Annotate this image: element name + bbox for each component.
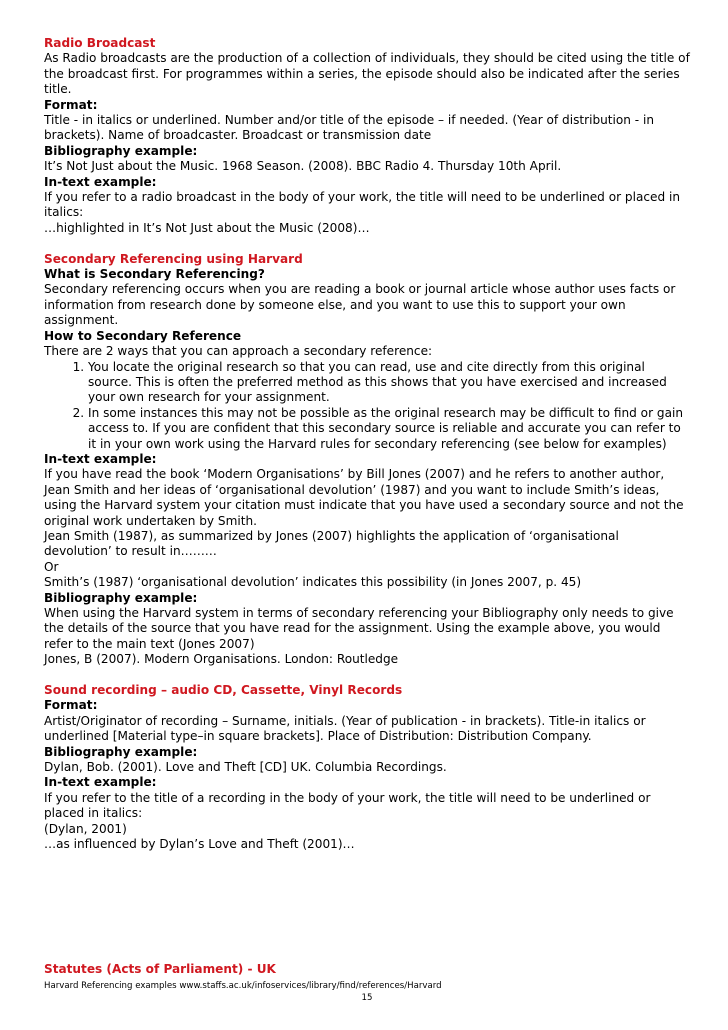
subheading: Format: <box>44 97 98 112</box>
secondary-referencing-section <box>44 252 690 668</box>
example-text: Smith’s (1987) ‘organisational devolution’ indicates this possibility (in Jones 2007, p. 45) <box>44 575 582 590</box>
page-number: 15 <box>361 993 373 1003</box>
sound-recording-section <box>44 683 690 852</box>
section-heading: Sound recording – audio CD, Cassette, Vinyl Records <box>44 683 403 698</box>
document-page <box>44 36 690 977</box>
list-item: 2. In some instances this may not be possible as the original research may be difficult to find or gain access to. If you are confident that this secondary source is reliable and accurate you can refer to it in your own work using the Harvard rules for secondary referencing (see below for examples) <box>88 406 690 452</box>
paragraph: There are 2 ways that you can approach a secondary reference: <box>44 344 433 359</box>
paragraph: Title - in italics or underlined. Number and/or title of the episode – if needed. (Year of distribution - in brackets). Name of broadcaster. Broadcast or transmission date <box>44 113 655 143</box>
subheading: Bibliography example: <box>44 744 198 759</box>
example-text: (Dylan, 2001) <box>44 821 127 836</box>
spacer <box>44 853 690 962</box>
paragraph: Dylan, Bob. (2001). Love and Theft [CD] UK. Columbia Recordings. <box>44 760 447 775</box>
example-text: …highlighted in It’s Not Just about the Music (2008)… <box>44 220 370 235</box>
radio-broadcast-section <box>44 36 690 236</box>
section-heading: Secondary Referencing using Harvard <box>44 251 303 266</box>
subheading: Format: <box>44 698 98 713</box>
paragraph: When using the Harvard system in terms of secondary referencing your Bibliography only needs to give the details of the source that you have read for the assignment. Using the example above, you would refer to the main text (Jones 2007) <box>44 606 674 651</box>
subheading: In-text example: <box>44 775 157 790</box>
example-text: …as influenced by Dylan’s Love and Theft (2001)… <box>44 837 355 852</box>
statutes-section <box>44 962 690 977</box>
subheading: Bibliography example: <box>44 590 198 605</box>
paragraph: If you refer to a radio broadcast in the body of your work, the title will need to be underlined or placed in italics: <box>44 190 680 220</box>
example-text: Jean Smith (1987), as summarized by Jones (2007) highlights the application of ‘organisational devolution’ to result in……… <box>44 528 619 559</box>
page-footer <box>44 980 690 1004</box>
spacer <box>44 668 690 683</box>
paragraph: Artist/Originator of recording – Surname, initials. (Year of publication - in brackets). Title-in italics or underlined [Material type–in square brackets]. Place of Distribution: Distribution Company. <box>44 713 646 744</box>
paragraph: Secondary referencing occurs when you are reading a book or journal article whose author uses facts or information from research done by someone else, and you want to use this to support your own assignment. <box>44 282 676 328</box>
paragraph: If you have read the book ‘Modern Organisations’ by Bill Jones (2007) and he refers to another author, Jean Smith and her ideas of ‘organisational devolution’ (1987) and you want to include Smith’s ideas, using the Harvard system your citation must indicate that you have used a secondary source and not the original work undertaken by Smith. <box>44 467 684 528</box>
subheading: Bibliography example: <box>44 143 198 158</box>
subheading: What is Secondary Referencing? <box>44 267 265 282</box>
subheading: In-text example: <box>44 451 157 466</box>
numbered-list <box>44 360 690 452</box>
section-heading: Statutes (Acts of Parliament) - UK <box>44 961 276 976</box>
paragraph: Or <box>44 559 59 574</box>
example-text: Jones, B (2007). Modern Organisations. London: Routledge <box>44 652 399 667</box>
list-item: 1. You locate the original research so that you can read, use and cite directly from this original source. This is often the preferred method as this shows that you have exercised and increased your own research for your assignment. <box>88 360 690 406</box>
subheading: How to Secondary Reference <box>44 328 242 343</box>
paragraph: If you refer to the title of a recording in the body of your work, the title will need to be underlined or placed in italics: <box>44 790 651 821</box>
section-heading: Radio Broadcast <box>44 36 156 50</box>
paragraph: As Radio broadcasts are the production of a collection of individuals, they should be cited using the title of the broadcast first. For programmes within a series, the episode should also be indicated after the series title. <box>44 51 690 97</box>
subheading: In-text example: <box>44 174 157 189</box>
footer-text: Harvard Referencing examples www.staffs.ac.uk/infoservices/library/find/references/Harvard <box>44 981 442 991</box>
spacer <box>44 236 690 251</box>
paragraph: It’s Not Just about the Music. 1968 Season. (2008). BBC Radio 4. Thursday 10th April. <box>44 159 562 174</box>
